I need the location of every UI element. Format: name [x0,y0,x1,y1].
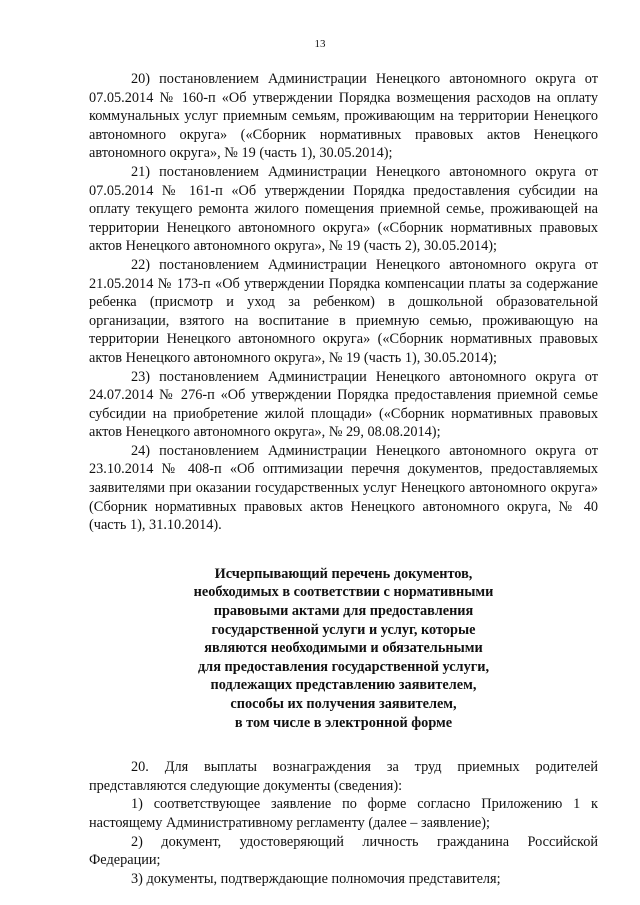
paragraph-item-23: 23) постановлением Администрации Ненецкого автономного округа от 24.07.2014 № 276-п «Об утверждении Порядка предоставления приемной семье субсидии на приобретение жилой площади» («Сборник нормативных правовых актов Ненецкого автономного округа», № 29, 08.08.2014); [89,368,598,441]
document-body [89,70,598,888]
heading-line: государственной услуги и услуг, которые [211,621,476,638]
heading-line: в том числе в электронной форме [234,714,453,731]
paragraph-subitem-3: 3) документы, подтверждающие полномочия представителя; [131,870,501,887]
paragraph-point-20: 20. Для выплаты вознаграждения за труд приемных родителей представляются следующие документы (сведения): [89,759,598,794]
heading-line: правовыми актами для предоставления [213,603,474,620]
heading-line: для предоставления государственной услуги, [197,658,490,675]
page-number: 13 [314,38,326,50]
heading-line: Исчерпывающий перечень документов, [214,565,473,582]
heading-line: необходимых в соответствии с нормативными [193,584,494,601]
paragraph-subitem-2: 2) документ, удостоверяющий личность гражданина Российской Федерации; [89,833,598,869]
heading-line: являются необходимыми и обязательными [204,640,483,657]
paragraph-item-20: 20) постановлением Администрации Ненецкого автономного округа от 07.05.2014 № 160-п «Об утверждении Порядка возмещения расходов на оплату коммунальных услуг приемным семьям, проживающим на территории Ненецкого автономного округа» («Сборник нормативных правовых актов Ненецкого автономного округа», № 19 (часть 1), 30.05.2014); [89,71,598,162]
paragraph-item-22: 22) постановлением Администрации Ненецкого автономного округа от 21.05.2014 № 173-п «Об утверждении Порядка компенсации платы за содержание ребенка (присмотр и уход за ребенком) в дошкольной образовательной организации, взятого на воспитание в приемную семью, проживающую на территории Ненецкого автономного округа» («Сборник нормативных правовых актов Ненецкого автономного округа», № 19 (часть 1), 30.05.2014); [89,256,598,366]
section-heading [89,565,598,732]
paragraph-item-24: 24) постановлением Администрации Ненецкого автономного округа от 23.10.2014 № 408-п «Об оптимизации перечня документов, предоставляемых заявителями при оказании государственных услуг Ненецкого автономного округа» (Сборник нормативных правовых актов Ненецкого автономного округа, № 40 (часть 1), 31.10.2014). [89,442,598,534]
heading-line: подлежащих представлению заявителем, [210,677,477,694]
paragraph-item-21: 21) постановлением Администрации Ненецкого автономного округа от 07.05.2014 № 161-п «Об утверждении Порядка предоставления субсидии на оплату текущего ремонта жилого помещения приемной семье, проживающей на территории Ненецкого автономного округа» («Сборник нормативных правовых актов Ненецкого автономного округа», № 19 (часть 2), 30.05.2014); [89,163,598,255]
heading-line: способы их получения заявителем, [230,696,457,712]
paragraph-subitem-1: 1) соответствующее заявление по форме согласно Приложению 1 к настоящему Административному регламенту (далее – заявление); [89,796,598,831]
